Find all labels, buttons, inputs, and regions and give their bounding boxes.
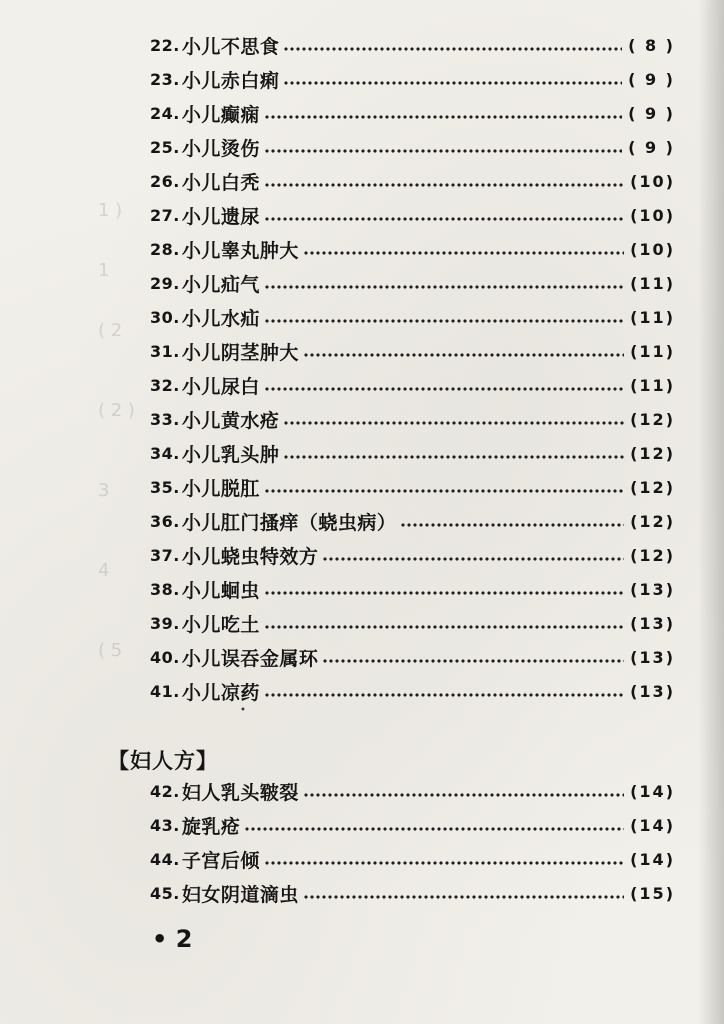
entry-page-ref: (13) (630, 579, 675, 599)
entry-title: 小儿白秃 (181, 171, 260, 194)
print-mark: • (240, 705, 246, 716)
entry-number: 26. (150, 171, 180, 191)
toc-entry[interactable] (150, 642, 675, 672)
entry-page-ref: (12) (630, 443, 675, 463)
dot-leader (283, 420, 624, 426)
toc-entry[interactable] (150, 776, 675, 806)
entry-number: 45. (150, 883, 180, 903)
entry-number: 33. (150, 409, 180, 429)
toc-entry[interactable] (150, 302, 675, 332)
entry-number: 31. (150, 341, 180, 361)
dot-leader (322, 658, 624, 664)
dot-leader (264, 386, 624, 392)
dot-leader (264, 114, 622, 120)
entry-number: 29. (150, 273, 180, 293)
entry-page-ref: (12) (630, 409, 675, 429)
entry-title: 小儿遗尿 (181, 205, 260, 228)
toc-entry[interactable] (150, 878, 675, 908)
entry-number: 28. (150, 239, 180, 259)
section-heading: 【妇人方】 (108, 748, 218, 773)
entry-page-ref: (12) (630, 545, 675, 565)
dot-leader (283, 46, 622, 52)
entry-number: 44. (150, 849, 180, 869)
entry-number: 40. (150, 647, 180, 667)
entry-page-ref: (14) (630, 849, 675, 869)
dot-leader (264, 624, 624, 630)
entry-page-ref: (10) (630, 171, 675, 191)
toc-entry[interactable] (150, 540, 675, 570)
dot-leader (264, 182, 624, 188)
entry-page-ref: (13) (630, 647, 675, 667)
entry-title: 子宫后倾 (181, 849, 260, 872)
dot-leader (264, 860, 624, 866)
entry-title: 小儿阴茎肿大 (181, 341, 299, 364)
entry-title: 小儿疝气 (181, 273, 260, 296)
entry-page-ref: ( 9 ) (628, 137, 675, 157)
entry-title: 小儿吃土 (181, 613, 260, 636)
toc-entry[interactable] (150, 574, 675, 604)
entry-page-ref: (10) (630, 205, 675, 225)
entry-page-ref: ( 9 ) (628, 103, 675, 123)
dot-leader (303, 352, 624, 358)
entry-title: 妇女阴道滴虫 (181, 883, 299, 906)
dot-leader (303, 250, 624, 256)
dot-leader (303, 894, 624, 900)
dot-leader (264, 148, 622, 154)
entry-page-ref: (11) (630, 273, 675, 293)
entry-number: 38. (150, 579, 180, 599)
entry-number: 32. (150, 375, 180, 395)
toc-entry[interactable] (150, 234, 675, 264)
dot-leader (264, 284, 624, 290)
entry-page-ref: (13) (630, 613, 675, 633)
dot-leader (264, 590, 624, 596)
toc-entry[interactable] (150, 64, 675, 94)
entry-number: 23. (150, 69, 180, 89)
entry-title: 小儿蛔虫 (181, 579, 260, 602)
entry-page-ref: (12) (630, 477, 675, 497)
toc-entry[interactable] (150, 200, 675, 230)
entry-page-ref: (15) (630, 883, 675, 903)
entry-number: 27. (150, 205, 180, 225)
entry-title: 小儿不思食 (181, 35, 280, 58)
entry-title: 小儿蛲虫特效方 (181, 545, 319, 568)
entry-page-ref: (14) (630, 815, 675, 835)
entry-title: 小儿黄水疮 (181, 409, 280, 432)
entry-title: 小儿凉药 (181, 681, 260, 704)
entry-title: 旋乳疮 (181, 815, 241, 838)
toc-entry[interactable] (150, 404, 675, 434)
entry-title: 小儿乳头肿 (181, 443, 280, 466)
toc-entry[interactable] (150, 676, 675, 706)
entry-page-ref: (11) (630, 375, 675, 395)
toc-entry[interactable] (150, 336, 675, 366)
entry-page-ref: (14) (630, 781, 675, 801)
dot-leader (264, 318, 624, 324)
page-edge-shadow (698, 0, 724, 1024)
entry-page-ref: ( 9 ) (628, 69, 675, 89)
toc-entry[interactable] (150, 268, 675, 298)
toc-entry[interactable] (150, 608, 675, 638)
entry-page-ref: (10) (630, 239, 675, 259)
bleed-through-text: 1 ) 1 ( 2 ( 2 ) 3 4 ( 5 (98, 200, 135, 661)
entry-title: 小儿睾丸肿大 (181, 239, 299, 262)
entry-number: 41. (150, 681, 180, 701)
entry-title: 妇人乳头皲裂 (181, 781, 299, 804)
entry-number: 42. (150, 781, 180, 801)
entry-title: 小儿癫痫 (181, 103, 260, 126)
dot-leader (322, 556, 624, 562)
entry-title: 小儿尿白 (181, 375, 260, 398)
page-number: • 2 (152, 925, 193, 953)
entry-number: 34. (150, 443, 180, 463)
entry-title: 小儿烫伤 (181, 137, 260, 160)
toc-entry[interactable] (150, 30, 675, 60)
entry-title: 小儿水疝 (181, 307, 260, 330)
toc-entry[interactable] (150, 810, 675, 840)
entry-page-ref: ( 8 ) (628, 35, 675, 55)
entry-page-ref: (13) (630, 681, 675, 701)
entry-page-ref: (12) (630, 511, 675, 531)
entry-title: 小儿误吞金属环 (181, 647, 319, 670)
entry-number: 35. (150, 477, 180, 497)
toc-entry[interactable] (150, 370, 675, 400)
entry-number: 22. (150, 35, 180, 55)
dot-leader (264, 692, 624, 698)
entry-number: 30. (150, 307, 180, 327)
dot-leader (283, 80, 622, 86)
entry-number: 25. (150, 137, 180, 157)
entry-page-ref: (11) (630, 341, 675, 361)
entry-number: 36. (150, 511, 180, 531)
toc-entry[interactable] (150, 438, 675, 468)
dot-leader (400, 522, 624, 528)
dot-leader (244, 826, 624, 832)
entry-page-ref: (11) (630, 307, 675, 327)
toc-entry[interactable] (150, 506, 675, 536)
toc-entry[interactable] (150, 844, 675, 874)
entry-title: 小儿赤白痢 (181, 69, 280, 92)
dot-leader (303, 792, 624, 798)
entry-number: 37. (150, 545, 180, 565)
entry-number: 24. (150, 103, 180, 123)
toc-entry[interactable] (150, 166, 675, 196)
dot-leader (264, 488, 624, 494)
dot-leader (264, 216, 624, 222)
entry-number: 39. (150, 613, 180, 633)
toc-entry[interactable] (150, 132, 675, 162)
dot-leader (283, 454, 624, 460)
entry-title: 小儿脱肛 (181, 477, 260, 500)
entry-number: 43. (150, 815, 180, 835)
toc-entry[interactable] (150, 472, 675, 502)
toc-entry[interactable] (150, 98, 675, 128)
entry-title: 小儿肛门搔痒（蛲虫病） (181, 511, 397, 534)
